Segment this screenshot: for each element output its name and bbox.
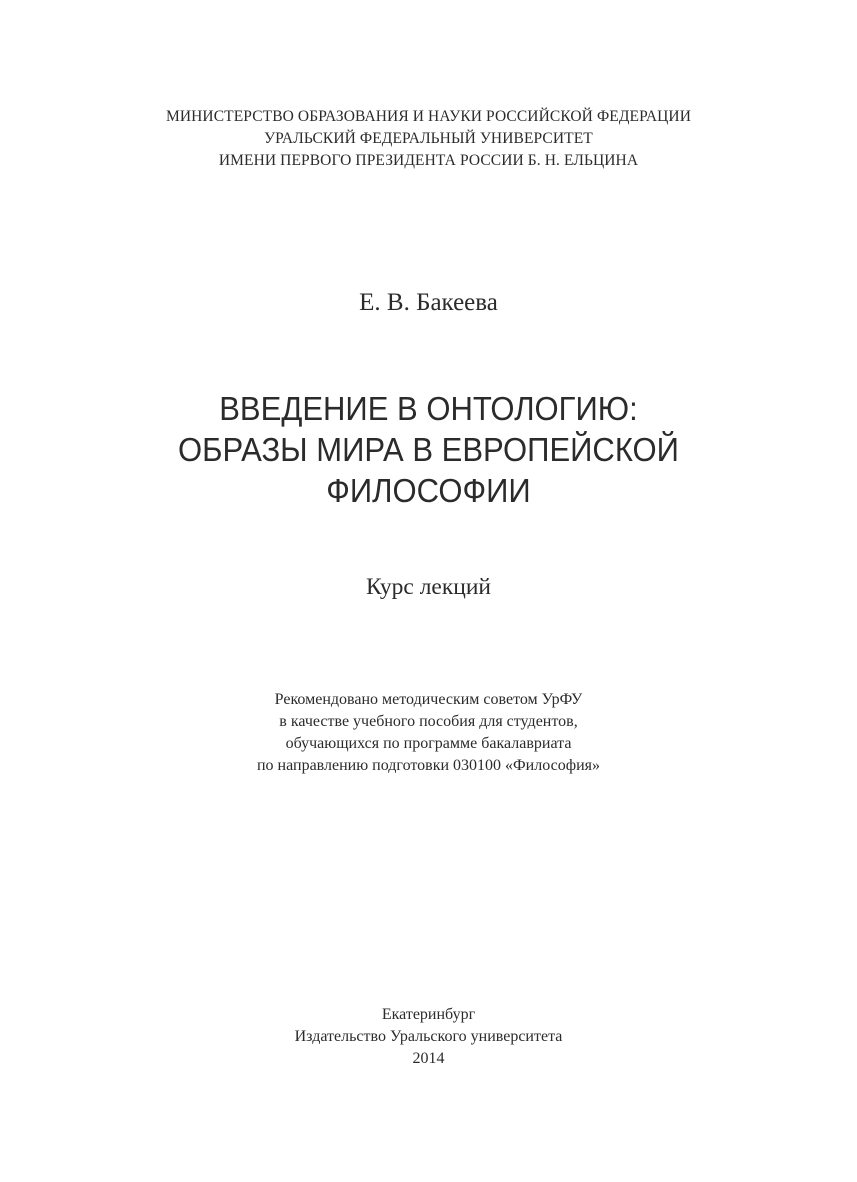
imprint — [0, 1004, 857, 1070]
recommendation-note — [0, 689, 857, 777]
imprint-publisher: Издательство Уральского университета — [294, 1028, 563, 1045]
university-named-line: ИМЕНИ ПЕРВОГО ПРЕЗИДЕНТА РОССИИ Б. Н. ЕЛЬЦИНА — [218, 152, 639, 169]
recommendation-line-2: в качестве учебного пособия для студентов, — [279, 713, 578, 730]
title-line-3: ФИЛОСОФИИ — [326, 472, 531, 509]
recommendation-line-1: Рекомендовано методическим советом УрФУ — [274, 691, 583, 708]
recommendation-line-3: обучающихся по программе бакалавриата — [285, 735, 572, 752]
imprint-year: 2014 — [412, 1050, 445, 1067]
author-name — [0, 285, 857, 321]
imprint-city: Екатеринбург — [381, 1006, 476, 1023]
university-line: УРАЛЬСКИЙ ФЕДЕРАЛЬНЫЙ УНИВЕРСИТЕТ — [264, 130, 593, 147]
subtitle-text: Курс лекций — [365, 574, 492, 600]
institution-header — [0, 106, 857, 172]
title-line-2: ОБРАЗЫ МИРА В ЕВРОПЕЙСКОЙ — [178, 431, 679, 468]
book-subtitle — [0, 570, 857, 604]
ministry-line: МИНИСТЕРСТВО ОБРАЗОВАНИЯ И НАУКИ РОССИЙСКОЙ ФЕДЕРАЦИИ — [165, 108, 692, 125]
recommendation-line-4: по направлению подготовки 030100 «Философия» — [256, 757, 601, 774]
author-text: Е. В. Бакеева — [359, 289, 498, 316]
title-line-1: ВВЕДЕНИЕ В ОНТОЛОГИЮ: — [219, 390, 638, 427]
book-title — [0, 388, 857, 511]
